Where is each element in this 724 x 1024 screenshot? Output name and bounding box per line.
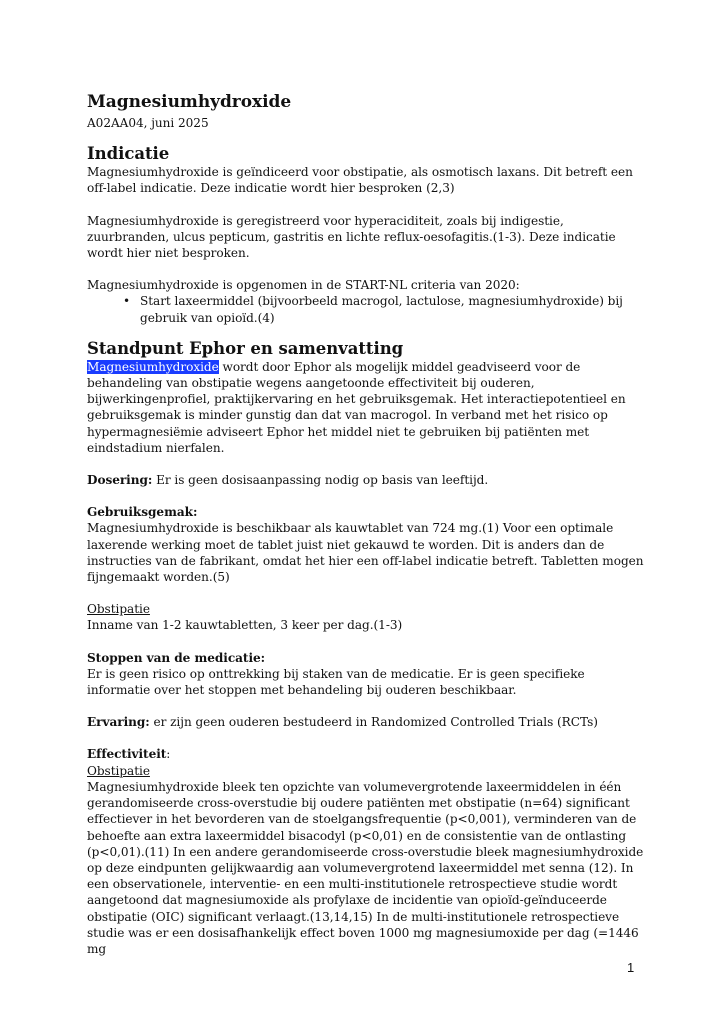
highlighted-text-selection[interactable]: Magnesiumhydroxide bbox=[87, 359, 219, 374]
document-subtitle: A02AA04, juni 2025 bbox=[87, 116, 209, 130]
effectiviteit-label-text: Effectiviteit bbox=[87, 747, 167, 762]
ervaring-label: Ervaring: bbox=[87, 715, 150, 730]
standpunt-summary-text: wordt door Ephor als mogelijk middel geadviseerd voor de behandeling van obstipatie wegens aangetoonde effectiviteit bij ouderen, bijwerkingenprofiel, praktijkervaring en het gebruiksgemak. Het interactiepotentieel en gebruiksgemak is minder gunstig dan dat van macrogol. In verband met het risico op hypermagnesiëmie adviseert Ephor het middel niet te gebruiken bij patiënten met eindstadium nierfalen. bbox=[87, 359, 626, 455]
gebruiksgemak-text: Magnesiumhydroxide is beschikbaar als kauwtablet van 724 mg.(1) Voor een optimale laxerende werking moet de tablet juist niet gekauwd te worden. Dit is anders dan de instructies van de fabrikant, omdat het hier een off-label indicatie betreft. Tabletten mogen fijngemaakt worden.(5) bbox=[87, 521, 644, 585]
obstipatie-text: Inname van 1-2 kauwtabletten, 3 keer per dag.(1-3) bbox=[87, 618, 403, 633]
effectiviteit-label bbox=[87, 746, 647, 762]
effectiviteit-text: Magnesiumhydroxide bleek ten opzichte van volumevergrotende laxeermiddelen in één gerandomiseerde cross-overstudie bij oudere patiënten met obstipatie (n=64) significant effectiever in het bevorderen van de stoelgangsfrequentie (p<0,001), verminderen van de behoefte aan extra laxeermiddel bisacodyl (p<0,01) en de consistentie van de ontlasting (p<0,01).(11) In een andere gerandomiseerde cross-overstudie bleek magnesiumhydroxide op deze eindpunten gelijkwaardig aan volumevergrotend laxeermiddel met senna (12). In een observationele, interventie- en een multi-institutionele retrospectieve studie wordt aangetoond dat magnesiumoxide als profylaxe de incidentie van opioïd-geïnduceerde obstipatie (OIC) significant verlaagt.(13,14,15) In de multi-institutionele retrospectieve studie was er een dosisafhankelijk effect boven 1000 mg magnesiumoxide per dag (=1446 mg bbox=[87, 779, 644, 956]
gebruiksgemak-label bbox=[87, 504, 647, 520]
gebruiksgemak-label-text: Gebruiksgemak: bbox=[87, 505, 198, 520]
page-number: 1 bbox=[627, 960, 635, 975]
stoppen-text: Er is geen risico op onttrekking bij staken van de medicatie. Er is geen specifieke informatie over het stoppen met behandeling bij ouderen beschikbaar. bbox=[87, 666, 585, 698]
obstipatie-sublabel bbox=[87, 601, 647, 617]
indicatie-paragraph-3: Magnesiumhydroxide is opgenomen in de START-NL criteria van 2020: bbox=[87, 278, 520, 293]
section-heading-indicatie: Indicatie bbox=[87, 144, 170, 164]
document-title: Magnesiumhydroxide bbox=[87, 92, 292, 112]
stoppen-label-text: Stoppen van de medicatie: bbox=[87, 650, 266, 665]
section-heading-standpunt: Standpunt Ephor en samenvatting bbox=[87, 338, 404, 358]
dosering-paragraph bbox=[87, 472, 647, 488]
indicatie-paragraph-2: Magnesiumhydroxide is geregistreerd voor hyperaciditeit, zoals bij indigestie, zuurbranden, ulcus pepticum, gastritis en lichte reflux-oesofagitis.(1-3). Deze indicatie wordt hier niet besproken. bbox=[87, 213, 616, 261]
indicatie-bullet-list bbox=[87, 293, 647, 325]
ervaring-paragraph bbox=[87, 714, 647, 730]
effectiviteit-sublabel-text: Obstipatie bbox=[87, 763, 150, 778]
indicatie-paragraph-1: Magnesiumhydroxide is geïndiceerd voor obstipatie, als osmotisch laxans. Dit betreft een off-label indicatie. Deze indicatie wordt hier besproken (2,3) bbox=[87, 165, 633, 196]
standpunt-summary-paragraph bbox=[87, 359, 647, 456]
dosering-text: Er is geen dosisaanpassing nodig op basis van leeftijd. bbox=[152, 473, 489, 488]
document-page bbox=[87, 92, 647, 957]
ervaring-text: er zijn geen ouderen bestudeerd in Randomized Controlled Trials (RCTs) bbox=[149, 715, 598, 730]
list-item: • Start laxeermiddel (bijvoorbeeld macrogol, lactulose, magnesiumhydroxide) bij gebruik van opioïd.(4) bbox=[123, 293, 647, 325]
effectiviteit-colon: : bbox=[166, 747, 171, 762]
obstipatie-sublabel-text: Obstipatie bbox=[87, 602, 150, 617]
dosering-label: Dosering: bbox=[87, 473, 153, 488]
effectiviteit-sublabel bbox=[87, 763, 647, 779]
stoppen-label bbox=[87, 650, 647, 666]
